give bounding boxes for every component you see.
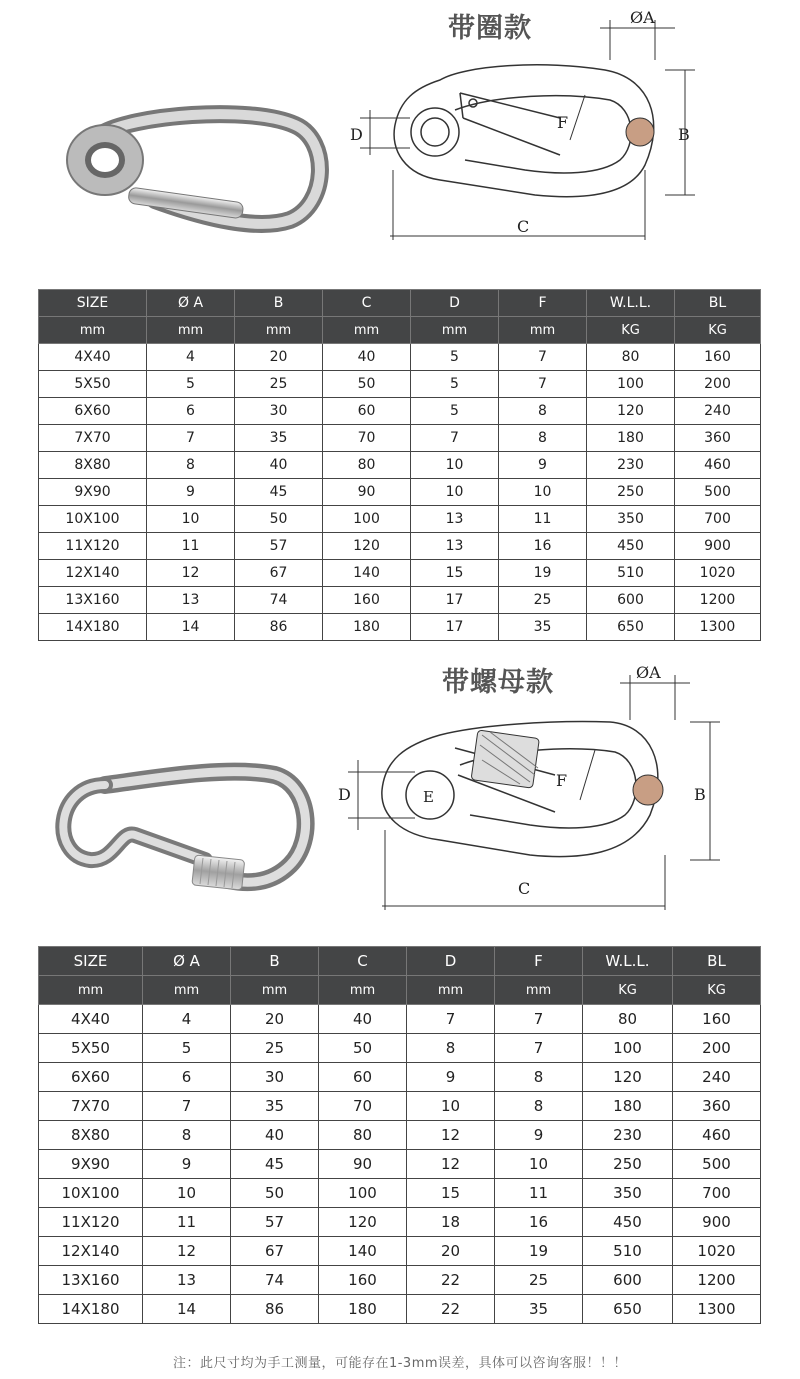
table-cell: 57 bbox=[231, 1208, 319, 1237]
table-cell: 1300 bbox=[673, 1295, 761, 1324]
column-header: B bbox=[235, 290, 323, 317]
column-header: BL bbox=[675, 290, 761, 317]
table-cell: 22 bbox=[407, 1266, 495, 1295]
table-cell: 60 bbox=[323, 398, 411, 425]
table-row bbox=[39, 506, 761, 533]
table-cell: 4 bbox=[143, 1005, 231, 1034]
table-cell: 250 bbox=[583, 1150, 673, 1179]
table-cell: 74 bbox=[231, 1266, 319, 1295]
table-row bbox=[39, 587, 761, 614]
table-row bbox=[39, 560, 761, 587]
table-cell: 57 bbox=[235, 533, 323, 560]
column-header: B bbox=[231, 947, 319, 976]
table-cell: 11 bbox=[143, 1208, 231, 1237]
table-cell: 15 bbox=[407, 1179, 495, 1208]
table-cell: 160 bbox=[675, 344, 761, 371]
table-cell: 11X120 bbox=[39, 533, 147, 560]
unit-header: mm bbox=[407, 976, 495, 1005]
table-cell: 19 bbox=[495, 1237, 583, 1266]
table-cell: 35 bbox=[499, 614, 587, 641]
table-row bbox=[39, 344, 761, 371]
unit-header: mm bbox=[231, 976, 319, 1005]
table-cell: 140 bbox=[319, 1237, 407, 1266]
table-cell: 8 bbox=[499, 425, 587, 452]
table-cell: 10 bbox=[495, 1150, 583, 1179]
table-cell: 650 bbox=[583, 1295, 673, 1324]
table-cell: 460 bbox=[673, 1121, 761, 1150]
table-cell: 6 bbox=[147, 398, 235, 425]
table-cell: 8 bbox=[495, 1092, 583, 1121]
unit-header: mm bbox=[323, 317, 411, 344]
unit-header: mm bbox=[495, 976, 583, 1005]
table-cell: 7 bbox=[143, 1092, 231, 1121]
table-cell: 35 bbox=[495, 1295, 583, 1324]
table-cell: 11 bbox=[147, 533, 235, 560]
table-row bbox=[39, 1295, 761, 1324]
column-header: BL bbox=[673, 947, 761, 976]
table-cell: 7 bbox=[495, 1005, 583, 1034]
column-header: W.L.L. bbox=[583, 947, 673, 976]
screw-lock-snap-hook-diagram bbox=[330, 650, 720, 915]
table-cell: 500 bbox=[673, 1150, 761, 1179]
column-header: C bbox=[319, 947, 407, 976]
table-cell: 510 bbox=[587, 560, 675, 587]
table-cell: 10 bbox=[499, 479, 587, 506]
table-cell: 360 bbox=[673, 1092, 761, 1121]
table-cell: 240 bbox=[673, 1063, 761, 1092]
table-cell: 5 bbox=[143, 1034, 231, 1063]
phi-a-label-2: ØA bbox=[636, 663, 661, 682]
unit-header: mm bbox=[499, 317, 587, 344]
table-cell: 50 bbox=[323, 371, 411, 398]
table-cell: 10 bbox=[143, 1179, 231, 1208]
table-row bbox=[39, 425, 761, 452]
table-row bbox=[39, 1005, 761, 1034]
table-cell: 5X50 bbox=[39, 1034, 143, 1063]
table-cell: 25 bbox=[499, 587, 587, 614]
spec-table-1 bbox=[38, 289, 761, 641]
table-cell: 100 bbox=[587, 371, 675, 398]
column-header: W.L.L. bbox=[587, 290, 675, 317]
table-cell: 20 bbox=[235, 344, 323, 371]
table-cell: 40 bbox=[319, 1005, 407, 1034]
table-cell: 12 bbox=[407, 1121, 495, 1150]
table-cell: 20 bbox=[231, 1005, 319, 1034]
section1-title: 带圈款 bbox=[448, 13, 532, 44]
table-cell: 15 bbox=[411, 560, 499, 587]
table-cell: 86 bbox=[231, 1295, 319, 1324]
unit-header: mm bbox=[39, 976, 143, 1005]
table-cell: 12 bbox=[143, 1237, 231, 1266]
f-label-2: F bbox=[556, 771, 568, 790]
table-cell: 9 bbox=[499, 452, 587, 479]
table-cell: 12X140 bbox=[39, 560, 147, 587]
table-cell: 35 bbox=[235, 425, 323, 452]
screw-lock-snap-hook-photo bbox=[45, 760, 315, 900]
table-cell: 45 bbox=[231, 1150, 319, 1179]
table-cell: 450 bbox=[587, 533, 675, 560]
table-cell: 30 bbox=[231, 1063, 319, 1092]
table-cell: 40 bbox=[235, 452, 323, 479]
measurement-note: 注：此尺寸均为手工测量，可能存在1-3mm误差，具体可以咨询客服！！！ bbox=[172, 1356, 628, 1371]
table-cell: 30 bbox=[235, 398, 323, 425]
table-cell: 650 bbox=[587, 614, 675, 641]
table-cell: 200 bbox=[675, 371, 761, 398]
table-cell: 8X80 bbox=[39, 1121, 143, 1150]
table-cell: 10 bbox=[411, 479, 499, 506]
table-cell: 50 bbox=[231, 1179, 319, 1208]
table-cell: 8 bbox=[147, 452, 235, 479]
table-cell: 230 bbox=[583, 1121, 673, 1150]
table-cell: 230 bbox=[587, 452, 675, 479]
eyelet-snap-hook-diagram bbox=[345, 0, 705, 250]
table-cell: 120 bbox=[319, 1208, 407, 1237]
table-cell: 160 bbox=[319, 1266, 407, 1295]
table-cell: 8 bbox=[407, 1034, 495, 1063]
table-cell: 20 bbox=[407, 1237, 495, 1266]
table-cell: 90 bbox=[319, 1150, 407, 1179]
table-cell: 50 bbox=[319, 1034, 407, 1063]
table-row bbox=[39, 1150, 761, 1179]
table-row bbox=[39, 452, 761, 479]
table-cell: 16 bbox=[495, 1208, 583, 1237]
table-row bbox=[39, 398, 761, 425]
table-cell: 67 bbox=[235, 560, 323, 587]
table-cell: 90 bbox=[323, 479, 411, 506]
table-cell: 70 bbox=[323, 425, 411, 452]
table-cell: 40 bbox=[323, 344, 411, 371]
table-cell: 9 bbox=[143, 1150, 231, 1179]
table-cell: 80 bbox=[583, 1005, 673, 1034]
table-cell: 4 bbox=[147, 344, 235, 371]
table-cell: 10 bbox=[407, 1092, 495, 1121]
unit-header: KG bbox=[673, 976, 761, 1005]
spec-table-2 bbox=[38, 946, 761, 1324]
table-cell: 6X60 bbox=[39, 1063, 143, 1092]
table-cell: 160 bbox=[673, 1005, 761, 1034]
column-header: Ø A bbox=[147, 290, 235, 317]
unit-header: KG bbox=[675, 317, 761, 344]
table-cell: 5 bbox=[411, 371, 499, 398]
table-cell: 40 bbox=[231, 1121, 319, 1150]
table-cell: 180 bbox=[583, 1092, 673, 1121]
table-cell: 13X160 bbox=[39, 587, 147, 614]
table-cell: 360 bbox=[675, 425, 761, 452]
table-cell: 7 bbox=[147, 425, 235, 452]
table-row bbox=[39, 1092, 761, 1121]
table-cell: 19 bbox=[499, 560, 587, 587]
table-cell: 500 bbox=[675, 479, 761, 506]
table-cell: 74 bbox=[235, 587, 323, 614]
table-row bbox=[39, 1034, 761, 1063]
table-cell: 9 bbox=[147, 479, 235, 506]
eyelet-snap-hook-photo bbox=[60, 95, 335, 245]
table-cell: 67 bbox=[231, 1237, 319, 1266]
table-cell: 80 bbox=[323, 452, 411, 479]
table-cell: 18 bbox=[407, 1208, 495, 1237]
table-cell: 7X70 bbox=[39, 425, 147, 452]
table-row bbox=[39, 371, 761, 398]
table-row bbox=[39, 479, 761, 506]
table-cell: 60 bbox=[319, 1063, 407, 1092]
table-cell: 120 bbox=[587, 398, 675, 425]
table-cell: 17 bbox=[411, 614, 499, 641]
table-cell: 14 bbox=[143, 1295, 231, 1324]
table-cell: 8 bbox=[499, 398, 587, 425]
table-cell: 7X70 bbox=[39, 1092, 143, 1121]
table-cell: 17 bbox=[411, 587, 499, 614]
column-header: SIZE bbox=[39, 947, 143, 976]
table-cell: 11X120 bbox=[39, 1208, 143, 1237]
table-cell: 22 bbox=[407, 1295, 495, 1324]
table-cell: 6X60 bbox=[39, 398, 147, 425]
table-cell: 450 bbox=[583, 1208, 673, 1237]
column-header: D bbox=[407, 947, 495, 976]
f-label: F bbox=[557, 113, 569, 132]
table-cell: 5X50 bbox=[39, 371, 147, 398]
table-cell: 13 bbox=[411, 533, 499, 560]
table-cell: 8 bbox=[495, 1063, 583, 1092]
unit-header: KG bbox=[587, 317, 675, 344]
table-cell: 4X40 bbox=[39, 1005, 143, 1034]
table-row bbox=[39, 533, 761, 560]
table-cell: 5 bbox=[411, 344, 499, 371]
table-cell: 25 bbox=[231, 1034, 319, 1063]
table-cell: 700 bbox=[675, 506, 761, 533]
table-row bbox=[39, 1208, 761, 1237]
table-cell: 10 bbox=[411, 452, 499, 479]
table-cell: 11 bbox=[499, 506, 587, 533]
table-cell: 25 bbox=[495, 1266, 583, 1295]
table-cell: 510 bbox=[583, 1237, 673, 1266]
table-cell: 16 bbox=[499, 533, 587, 560]
table-cell: 900 bbox=[675, 533, 761, 560]
table-cell: 35 bbox=[231, 1092, 319, 1121]
table-cell: 240 bbox=[675, 398, 761, 425]
table-cell: 80 bbox=[587, 344, 675, 371]
d-label: D bbox=[350, 125, 363, 144]
table-cell: 70 bbox=[319, 1092, 407, 1121]
table-cell: 160 bbox=[323, 587, 411, 614]
unit-header: mm bbox=[319, 976, 407, 1005]
table-cell: 600 bbox=[587, 587, 675, 614]
table-cell: 9 bbox=[407, 1063, 495, 1092]
table-cell: 25 bbox=[235, 371, 323, 398]
table-cell: 7 bbox=[499, 344, 587, 371]
table-cell: 5 bbox=[147, 371, 235, 398]
table-cell: 140 bbox=[323, 560, 411, 587]
table-row bbox=[39, 614, 761, 641]
table-cell: 100 bbox=[323, 506, 411, 533]
table-cell: 80 bbox=[319, 1121, 407, 1150]
table-cell: 13 bbox=[147, 587, 235, 614]
table-cell: 1300 bbox=[675, 614, 761, 641]
table-cell: 7 bbox=[499, 371, 587, 398]
table-cell: 11 bbox=[495, 1179, 583, 1208]
table-cell: 9X90 bbox=[39, 1150, 143, 1179]
table-cell: 8X80 bbox=[39, 452, 147, 479]
column-header: C bbox=[323, 290, 411, 317]
section2-title: 带螺母款 bbox=[442, 667, 554, 698]
table-cell: 10 bbox=[147, 506, 235, 533]
table-cell: 12 bbox=[407, 1150, 495, 1179]
table-cell: 1200 bbox=[673, 1266, 761, 1295]
table-cell: 900 bbox=[673, 1208, 761, 1237]
table-cell: 14X180 bbox=[39, 614, 147, 641]
table-cell: 7 bbox=[495, 1034, 583, 1063]
table-cell: 180 bbox=[323, 614, 411, 641]
table-cell: 700 bbox=[673, 1179, 761, 1208]
table-cell: 10X100 bbox=[39, 1179, 143, 1208]
table-cell: 4X40 bbox=[39, 344, 147, 371]
b-label: B bbox=[678, 125, 690, 144]
table-cell: 1200 bbox=[675, 587, 761, 614]
table-cell: 7 bbox=[407, 1005, 495, 1034]
table-cell: 460 bbox=[675, 452, 761, 479]
unit-header: mm bbox=[39, 317, 147, 344]
column-header: Ø A bbox=[143, 947, 231, 976]
table-cell: 13 bbox=[143, 1266, 231, 1295]
unit-header: mm bbox=[143, 976, 231, 1005]
phi-a-label: ØA bbox=[630, 8, 655, 27]
table-cell: 8 bbox=[143, 1121, 231, 1150]
table-cell: 120 bbox=[583, 1063, 673, 1092]
table-cell: 120 bbox=[323, 533, 411, 560]
c-label: C bbox=[517, 217, 530, 236]
table-cell: 13X160 bbox=[39, 1266, 143, 1295]
table-cell: 12 bbox=[147, 560, 235, 587]
table-cell: 7 bbox=[411, 425, 499, 452]
table-cell: 350 bbox=[587, 506, 675, 533]
column-header: D bbox=[411, 290, 499, 317]
table-cell: 1020 bbox=[675, 560, 761, 587]
table-cell: 45 bbox=[235, 479, 323, 506]
unit-header: KG bbox=[583, 976, 673, 1005]
table-cell: 100 bbox=[583, 1034, 673, 1063]
unit-header: mm bbox=[235, 317, 323, 344]
table-cell: 12X140 bbox=[39, 1237, 143, 1266]
table-cell: 600 bbox=[583, 1266, 673, 1295]
table-cell: 350 bbox=[583, 1179, 673, 1208]
d-label-2: D bbox=[338, 785, 351, 804]
table-cell: 200 bbox=[673, 1034, 761, 1063]
table-cell: 250 bbox=[587, 479, 675, 506]
table-cell: 14X180 bbox=[39, 1295, 143, 1324]
column-header: F bbox=[495, 947, 583, 976]
table-cell: 100 bbox=[319, 1179, 407, 1208]
column-header: SIZE bbox=[39, 290, 147, 317]
table-row bbox=[39, 1266, 761, 1295]
unit-header: mm bbox=[411, 317, 499, 344]
table-cell: 5 bbox=[411, 398, 499, 425]
table-cell: 86 bbox=[235, 614, 323, 641]
table-row bbox=[39, 1121, 761, 1150]
column-header: F bbox=[499, 290, 587, 317]
table-row bbox=[39, 1063, 761, 1092]
unit-header: mm bbox=[147, 317, 235, 344]
table-cell: 9X90 bbox=[39, 479, 147, 506]
table-cell: 180 bbox=[319, 1295, 407, 1324]
b-label-2: B bbox=[694, 785, 706, 804]
table-cell: 50 bbox=[235, 506, 323, 533]
table-row bbox=[39, 1237, 761, 1266]
e-label-2: E bbox=[423, 788, 434, 806]
c-label-2: C bbox=[518, 879, 531, 898]
table-cell: 9 bbox=[495, 1121, 583, 1150]
table-row bbox=[39, 1179, 761, 1208]
table-cell: 10X100 bbox=[39, 506, 147, 533]
table-cell: 180 bbox=[587, 425, 675, 452]
table-cell: 14 bbox=[147, 614, 235, 641]
table-cell: 1020 bbox=[673, 1237, 761, 1266]
table-cell: 6 bbox=[143, 1063, 231, 1092]
table-cell: 13 bbox=[411, 506, 499, 533]
